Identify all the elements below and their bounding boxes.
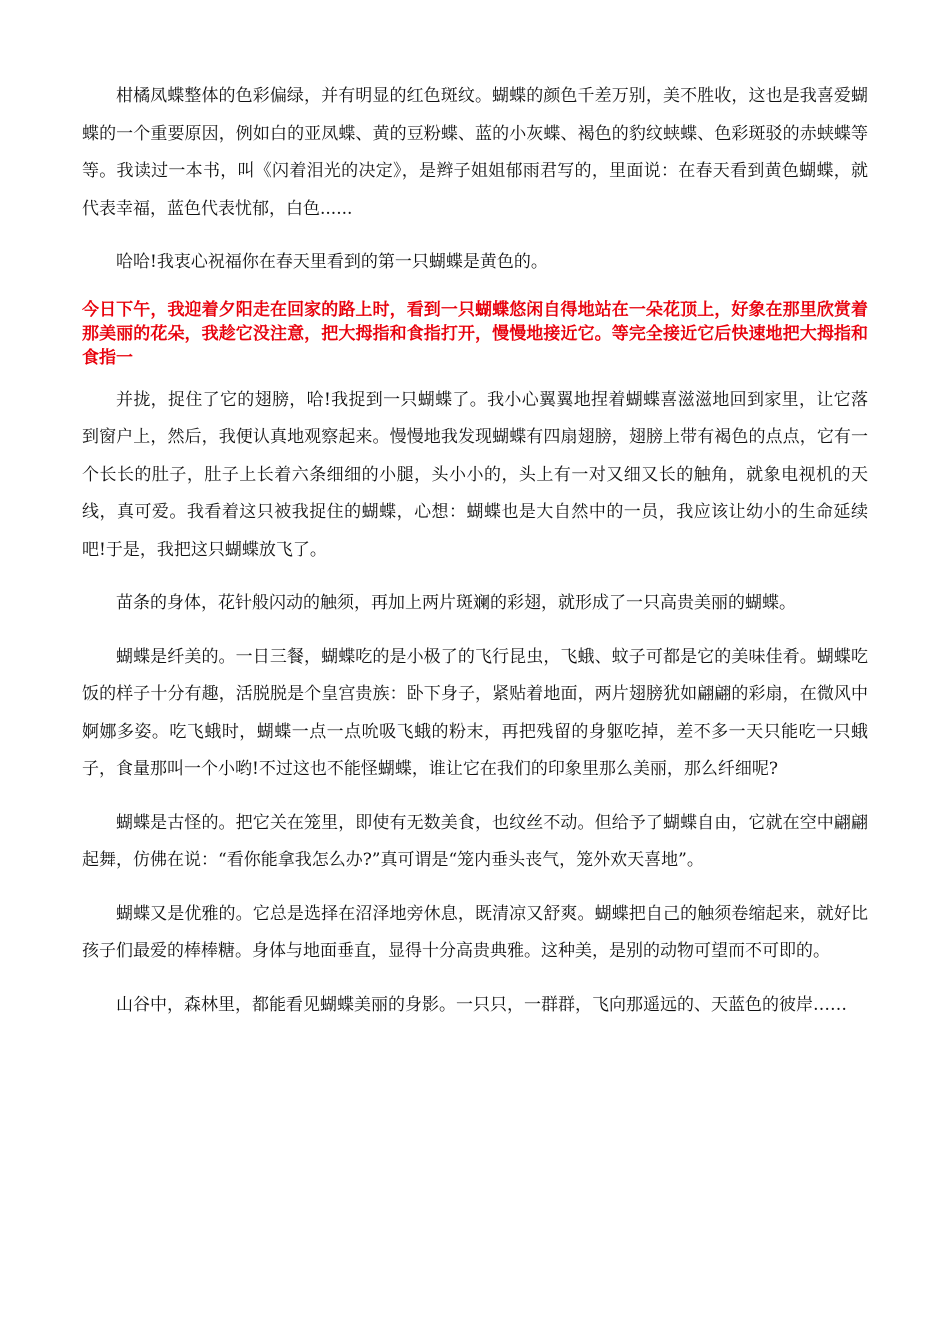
paragraph-butterfly-colors: 柑橘凤蝶整体的色彩偏绿，并有明显的红色斑纹。蝴蝶的颜色千差万别，美不胜收，这也是我喜爱蝴蝶的一个重要原因，例如白的亚凤蝶、黄的豆粉蝶、蓝的小灰蝶、褐色的豹纹蛱蝶、色彩斑驳的赤蛱蝶等等。我读过一本书，叫《闪着泪光的决定》，是辫子姐姐郁雨君写的，里面说：在春天看到黄色蝴蝶，就代表幸福，蓝色代表忧郁，白色......	[82, 86, 868, 219]
paragraph-elegant: 蝴蝶又是优雅的。它总是选择在沼泽地旁休息，既清凉又舒爽。蝴蝶把自己的触须卷缩起来，就好比孩子们最爱的棒棒糖。身体与地面垂直，显得十分高贵典雅。这种美，是别的动物可望而不可即的。	[82, 903, 868, 961]
paragraph-highlighted-catching: 今日下午，我迎着夕阳走在回家的路上时，看到一只蝴蝶悠闲自得地站在一朵花顶上，好象在那里欣赏着那美丽的花朵，我趁它没注意，把大拇指和食指打开，慢慢地接近它。等完全接近它后快速地把大拇指和食指一	[82, 299, 868, 368]
paragraph-valley-forest: 山谷中，森林里，都能看见蝴蝶美丽的身影。一只只，一群群，飞向那遥远的、天蓝色的彼岸……	[116, 994, 847, 1015]
paragraph-observation: 并拢，捉住了它的翅膀，哈!我捉到一只蝴蝶了。我小心翼翼地捏着蝴蝶喜滋滋地回到家里，让它落到窗户上，然后，我便认真地观察起来。慢慢地我发现蝴蝶有四扇翅膀，翅膀上带有褐色的点点，它有一个长长的肚子，肚子上长着六条细细的小腿，头小小的，头上有一对又细又长的触角，就象电视机的天线，真可爱。我看着这只被我捉住的蝴蝶，心想：蝴蝶也是大自然中的一员，我应该让幼小的生命延续吧!于是，我把这只蝴蝶放飞了。	[82, 389, 868, 560]
paragraph-slender: 蝴蝶是纤美的。一日三餐，蝴蝶吃的是小极了的飞行昆虫，飞蛾、蚊子可都是它的美味佳肴。蝴蝶吃饭的样子十分有趣，活脱脱是个皇宫贵族：卧下身子，紧贴着地面，两片翅膀犹如翩翩的彩扇，在微风中婀娜多姿。吃飞蛾时，蝴蝶一点一点吮吸飞蛾的粉末，再把残留的身躯吃掉，差不多一天只能吃一只蛾子，食量那叫一个小哟!不过这也不能怪蝴蝶，谁让它在我们的印象里那么美丽，那么纤细呢?	[82, 646, 868, 779]
document-body	[82, 78, 868, 1040]
paragraph-strange: 蝴蝶是古怪的。把它关在笼里，即使有无数美食，也纹丝不动。但给予了蝴蝶自由，它就在空中翩翩起舞，仿佛在说：“看你能拿我怎么办?”真可谓是“笼内垂头丧气，笼外欢天喜地”。	[82, 812, 868, 870]
paragraph-yellow-wish: 哈哈!我衷心祝福你在春天里看到的第一只蝴蝶是黄色的。	[116, 252, 548, 272]
paragraph-beautiful-butterfly: 苗条的身体，花针般闪动的触须，再加上两片斑斓的彩翅，就形成了一只高贵美丽的蝴蝶。	[116, 593, 796, 613]
